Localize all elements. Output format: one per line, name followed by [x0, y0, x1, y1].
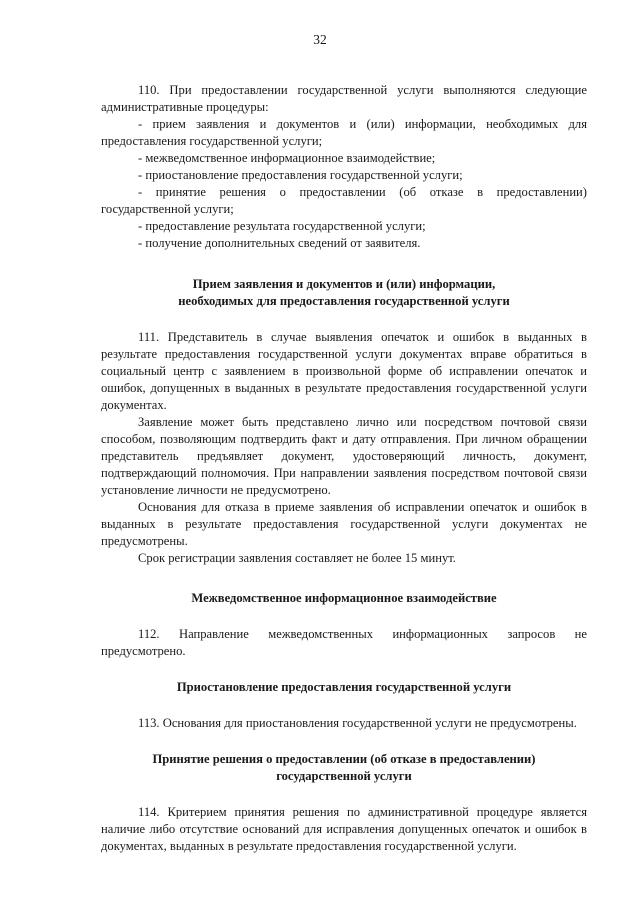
paragraph-111-submission: Заявление может быть представлено лично или посредством почтовой связи способом, позволяющим подтвердить факт и дату отправления. При личном обращении представитель предъявляет документ, удостоверяющий личность, документ, подтверждающий полномочия. При направлении заявления посредством почтовой связи установление личности не предусмотрено.: [101, 415, 587, 497]
paragraph-110-item-2: - межведомственное информационное взаимодействие;: [138, 151, 436, 165]
paragraph-110-item-5: - предоставление результата государственной услуги;: [138, 219, 426, 233]
section-heading-interagency: Межведомственное информационное взаимодействие: [191, 591, 497, 605]
page-number: 32: [313, 32, 327, 47]
paragraph-111-registration-term: Срок регистрации заявления составляет не более 15 минут.: [138, 551, 456, 565]
section-heading-decision: Принятие решения о предоставлении (об отказе в предоставлении) государственной услуги: [152, 752, 536, 783]
paragraph-110-item-1: - прием заявления и документов и (или) информации, необходимых для предоставления государственной услуги;: [101, 117, 587, 148]
section-heading-suspension: Приостановление предоставления государственной услуги: [176, 680, 512, 694]
paragraph-110-item-3: - приостановление предоставления государственной услуги;: [138, 168, 463, 182]
paragraph-111: 111. Представитель в случае выявления опечаток и ошибок в выданных в результате предоставления государственной услуги документах вправе обратиться в социальный центр с заявлением в произвольной форме об исправлении опечаток и ошибок, допущенных в выданных в результате предоставления государственной услуги документах.: [101, 330, 587, 412]
paragraph-110-intro: 110. При предоставлении государственной услуги выполняются следующие административные процедуры:: [101, 83, 587, 114]
paragraph-112: 112. Направление межведомственных информационных запросов не предусмотрено.: [101, 627, 587, 658]
paragraph-114: 114. Критерием принятия решения по административной процедуре является наличие либо отсутствие оснований для исправления допущенных опечаток и ошибок в документах, выданных в результате предоставления государственной услуги.: [101, 805, 587, 853]
paragraph-110-item-6: - получение дополнительных сведений от заявителя.: [138, 236, 421, 250]
paragraph-110-item-4: - принятие решения о предоставлении (об отказе в предоставлении) государственной услуги;: [101, 185, 587, 216]
paragraph-111-refusal-grounds: Основания для отказа в приеме заявления об исправлении опечаток и ошибок в выданных в результате предоставления государственной услуги документах не предусмотрены.: [101, 500, 587, 548]
paragraph-113: 113. Основания для приостановления государственной услуги не предусмотрены.: [138, 716, 577, 730]
section-heading-reception: Прием заявления и документов и (или) информации, необходимых для предоставления государственной услуги: [178, 277, 510, 308]
document-body: [101, 82, 587, 855]
